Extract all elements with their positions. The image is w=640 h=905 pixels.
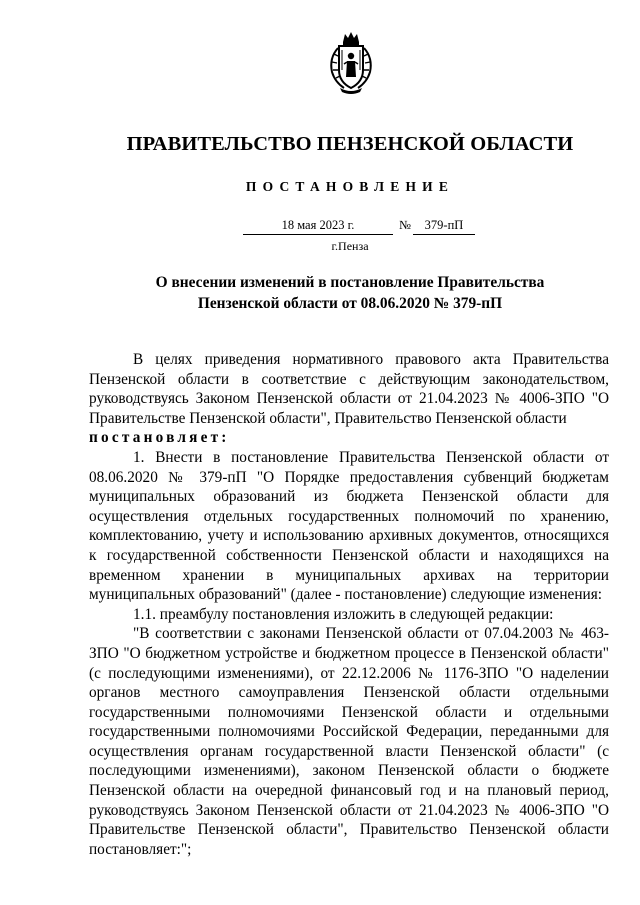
document-type: ПОСТАНОВЛЕНИЕ: [245, 179, 455, 194]
preamble-paragraph: В целях приведения нормативного правового акта Правительства Пензенской области в соответствие с действующим законодательством, руководствуясь Законом Пензенской области от 21.04.2023 № 4006-ЗПО "О Правительстве Пензенской области", Правительство Пензенской области: [89, 351, 609, 427]
document-date: 18 мая 2023 г.: [243, 218, 393, 235]
document-body: [89, 350, 609, 859]
document-subject: [0, 272, 640, 314]
coat-of-arms-icon: [326, 30, 376, 94]
document-city: г.Пенза: [331, 239, 369, 253]
number-sign: №: [399, 218, 411, 232]
item-1-1-paragraph: 1.1. преамбулу постановления изложить в следующей редакции:: [133, 605, 554, 623]
government-title: ПРАВИТЕЛЬСТВО ПЕНЗЕНСКОЙ ОБЛАСТИ: [126, 133, 574, 155]
decree-word-paragraph: [89, 428, 609, 448]
subject-line-1: О внесении изменений в постановление Правительства: [155, 274, 545, 291]
decree-word: постановляет:: [89, 429, 230, 447]
subject-line-2: Пензенской области от 08.06.2020 № 379-пП: [197, 295, 503, 312]
item-1-paragraph: 1. Внести в постановление Правительства Пензенской области от 08.06.2020 № 379-пП "О Порядке предоставления субвенций бюджетам муниципальных образований из бюджета Пензенской области для осуществления отдельных государственных полномочий по хранению, комплектованию, учету и использованию архивных документов, относящихся к государственной собственности Пензенской области и находящихся на временном хранении в муниципальных архивах на территории муниципальных образований" (далее - постановление) следующие изменения:: [89, 448, 609, 604]
quoted-preamble-paragraph: "В соответствии с законами Пензенской области от 07.04.2003 № 463-ЗПО "О бюджетном устройстве и бюджетном процессе в Пензенской области" (с последующими изменениями), от 22.12.2006 № 1176-ЗПО "О наделении органов местного самоуправления Пензенской области отдельными государственными полномочиями Пензенской области и отдельными государственными полномочиями Российской Федерации, переданными для осуществления органам государственной власти Пензенской области" (с последующими изменениями), законом Пензенской области о бюджете Пензенской области на очередной финансовый год и на плановый период, руководствуясь Законом Пензенской области от 21.04.2023 № 4006-ЗПО "О Правительстве Пензенской области", Правительство Пензенской области постановляет:";: [89, 625, 609, 858]
document-number: 379-пП: [413, 218, 475, 235]
